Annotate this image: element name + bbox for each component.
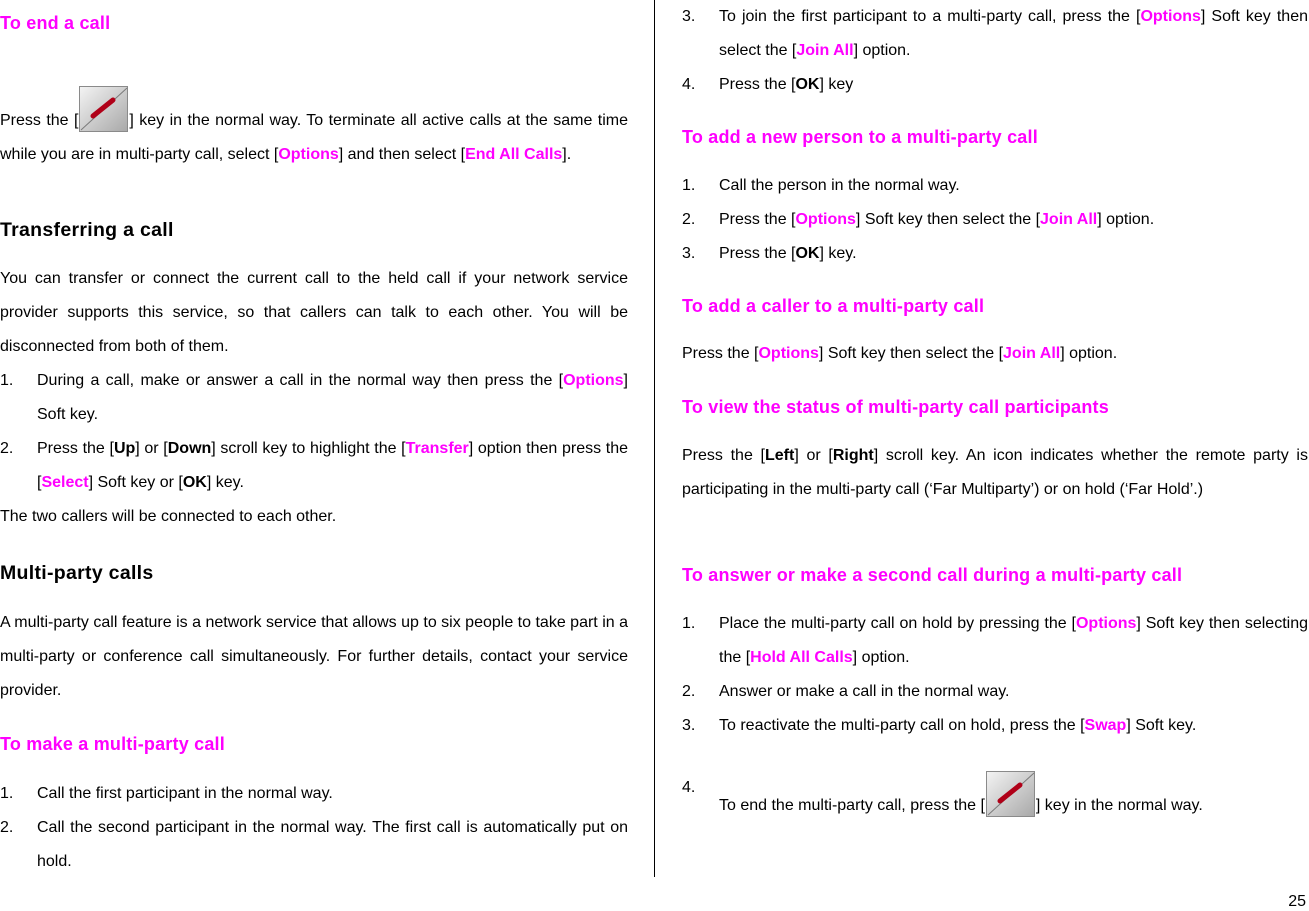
- heading-transferring: Transferring a call: [0, 219, 174, 241]
- join-step-3: 3. To join the first participant to a multi-party call, press the [Options] Soft key then select the [Join All] option.: [682, 8, 1309, 59]
- add-person-step-2: 2. Press the [Options] Soft key then select the [Join All] option.: [682, 211, 1155, 228]
- add-caller-paragraph: Press the [Options] Soft key then select the [Join All] option.: [682, 345, 1118, 362]
- page-number: 25: [1288, 893, 1306, 910]
- view-status-paragraph: Press the [Left] or [Right] scroll key. An icon indicates whether the remote party is participating in the multi-party call (‘Far Multiparty’) or on hold (‘Far Hold’.): [682, 447, 1308, 498]
- heading-add-caller: To add a caller to a multi-party call: [682, 296, 985, 316]
- join-step-4: 4. Press the [OK] key: [682, 76, 854, 93]
- column-divider: [654, 0, 655, 877]
- second-call-step-1: 1. Place the multi-party call on hold by pressing the [Options] Soft key then selecting the [Hold All Calls] option.: [682, 615, 1309, 666]
- end-key-icon: [986, 771, 1035, 817]
- transferring-outro: The two callers will be connected to each other.: [0, 508, 337, 525]
- add-person-step-3: 3. Press the [OK] key.: [682, 245, 857, 262]
- transfer-step-1: 1. During a call, make or answer a call in the normal way then press the [Options] Soft key.: [0, 372, 628, 423]
- heading-multiparty: Multi-party calls: [0, 562, 154, 584]
- heading-end-call: To end a call: [0, 13, 111, 33]
- make-step-2: 2. Call the second participant in the normal way. The first call is automatically put on hold.: [0, 819, 628, 870]
- end-key-icon: [79, 86, 128, 132]
- multiparty-intro: A multi-party call feature is a network service that allows up to six people to take part in a multi-party or conference call simultaneously. For further details, contact your service provider.: [0, 614, 628, 699]
- transfer-step-2: 2. Press the [Up] or [Down] scroll key to highlight the [Transfer] option then press the [Select] Soft key or [OK] key.: [0, 440, 628, 491]
- second-call-step-2: 2. Answer or make a call in the normal way.: [682, 683, 1010, 700]
- make-step-1: 1. Call the first participant in the normal way.: [0, 785, 333, 802]
- second-call-step-4: 4. To end the multi-party call, press the [ ] key in the normal way.: [682, 771, 1308, 823]
- transferring-intro: You can transfer or connect the current call to the held call if your network service provider supports this service, so that callers can talk to each other. You will be disconnected from both of them.: [0, 270, 628, 355]
- second-call-step-3: 3. To reactivate the multi-party call on hold, press the [Swap] Soft key.: [682, 717, 1197, 734]
- heading-make-multiparty: To make a multi-party call: [0, 734, 225, 754]
- add-person-step-1: 1. Call the person in the normal way.: [682, 177, 960, 194]
- heading-second-call: To answer or make a second call during a multi-party call: [682, 565, 1183, 585]
- heading-add-new-person: To add a new person to a multi-party call: [682, 127, 1038, 147]
- end-call-paragraph: Press the [ ] key in the normal way. To terminate all active calls at the same time while you are in multi-party call, select [Options] and then select [End All Calls].: [0, 86, 628, 172]
- heading-view-status: To view the status of multi-party call participants: [682, 397, 1109, 417]
